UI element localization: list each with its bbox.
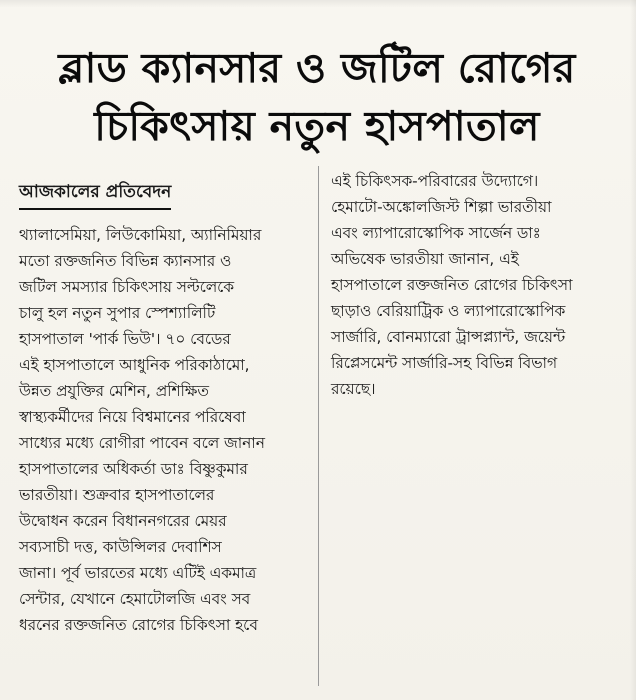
article-headline bbox=[12, 41, 622, 153]
headline-line-1: ব্লাড ক্যানসার ও জটিল রোগের bbox=[58, 44, 576, 93]
left-column-text: থ্যালাসেমিয়া, লিউকোমিয়া, অ্যানিমিয়ার মতো রক্তজনিত বিভিন্ন ক্যানসার ও জটিল সমস্যার চিকিৎসায় সল্টলেকে চালু হল নতুন সুপার স্পেশ্যালিটি হাসপাতাল 'পার্ক ভিউ'। ৭০ বেডের এই হাসপাতালে আধুনিক পরিকাঠামো, উন্নত প্রযুক্তির মেশিন, প্রশিক্ষিত স্বাস্থ্যকর্মীদের নিয়ে বিশ্বমানের পরিষেবা সাধ্যের মধ্যে রোগীরা পাবেন বলে জানান হাসপাতালের অধিকর্তা ডাঃ বিষ্ণুকুমার ভারতীয়া। শুক্রবার হাসপাতালের উদ্বোধন করেন বিধাননগরের মেয়র সব্যসাচী দত্ত, কাউন্সিলর দেবাশিস জানা। পূর্ব ভারতের মধ্যে এটিই একমাত্র সেন্টার, যেখানে হেমাটোলজি এবং সব ধরনের রক্তজনিত রোগের চিকিৎসা হবে bbox=[19, 226, 265, 634]
byline: আজকালের প্রতিবেদন bbox=[19, 178, 171, 210]
right-column-text: এই চিকিৎসক-পরিবারের উদ্যোগে। হেমাটো-অঙ্কোলজিস্ট শিল্পা ভারতীয়া এবং ল্যাপারোস্কোপিক সার্জেন ডাঃ অভিষেক ভারতীয়া জানান, এই হাসপাতালে রক্তজনিত রোগের চিকিৎসা ছাড়াও বেরিয়াট্রিক ও ল্যাপারোস্কোপিক সার্জারি, বোনম্যারো ট্রান্সপ্ল্যান্ট, জয়েন্ট রিপ্লেসমেন্ট সার্জারি-সহ বিভিন্ন বিভাগ রয়েছে। bbox=[331, 172, 573, 398]
headline-line-2: চিকিৎসায় নতুন হাসপাতাল bbox=[94, 102, 540, 151]
left-column bbox=[19, 178, 309, 638]
column-divider bbox=[318, 166, 319, 686]
right-column bbox=[331, 168, 617, 402]
paper-top-edge bbox=[0, 0, 636, 8]
paper-right-edge bbox=[630, 0, 636, 700]
